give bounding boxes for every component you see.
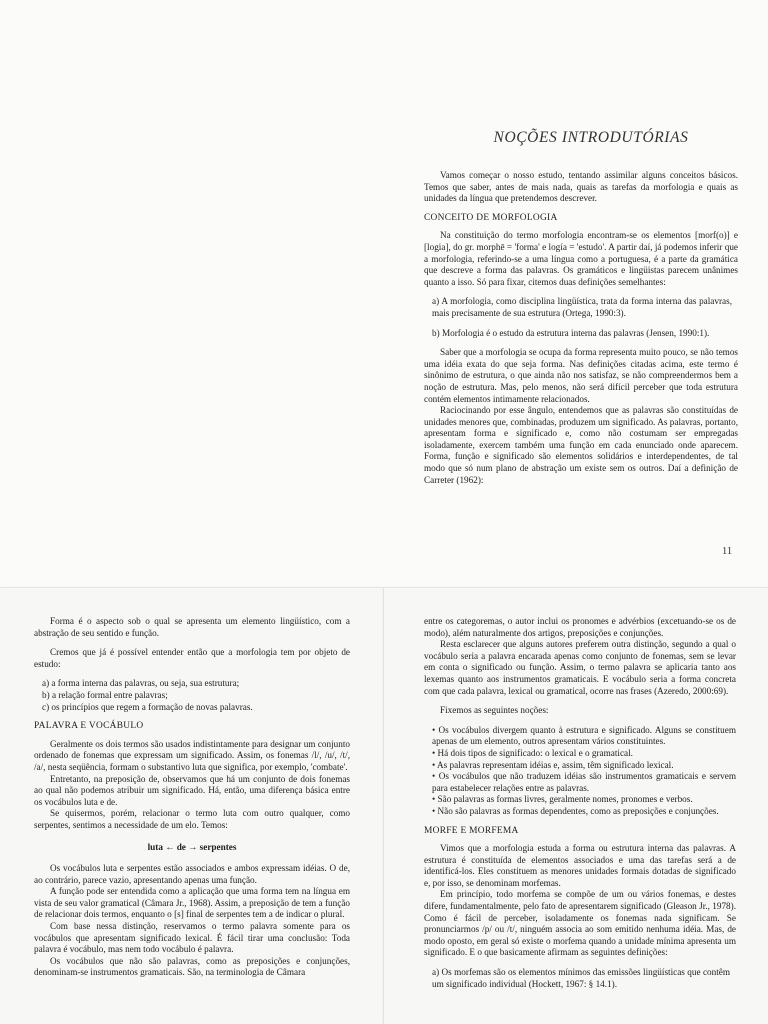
right-text-column [424, 616, 736, 990]
top-text-column [424, 170, 738, 486]
paragraph: entre os categoremas, o autor inclui os pronomes e advérbios (excetuando-se os de modo), além naturalmente dos artigos, preposições e conjunções. [424, 616, 736, 638]
paragraph: Raciocinando por esse ângulo, entendemos que as palavras são constituídas de unidades menores que, combinadas, produzem um significado. As palavras, portanto, apresentam forma e significado e, como não costumam ser empregadas isoladamente, exercem também uma função em cada enunciado onde aparecem. Forma, função e significado são elementos solidários e interdependentes, de tal modo que só num plano de abstração um existe sem os outros. Daí a definição de Carreter (1962): [424, 405, 738, 485]
list-item: • São palavras as formas livres, geralmente nomes, pronomes e verbos. [432, 794, 693, 805]
definition-quote: Forma é o aspecto sob o qual se apresenta um elemento lingüístico, com a abstração de seu sentido e função. [34, 616, 350, 638]
paragraph: Em princípio, todo morfema se compõe de um ou vários fonemas, e destes difere, fundamentalmente, pelo fato de apresentarem significado (Gleason Jr., 1978). Como é fácil de perceber, isoladamente os fonemas nada significam. Se pronunciarmos /p/ ou /t/, ninguém associa ao som emitido nenhuma idéia. Mas, de modo oposto, em geral só existe o morfema quando a unidade mínima apresenta um significado. E o que basicamente afirmam as seguintes definições: [424, 889, 736, 958]
paragraph: Os vocábulos que não são palavras, como as preposições e conjunções, denominam-se instrumentos gramaticais. São, na terminologia de Câmara [34, 955, 350, 978]
paragraph: Na constituição do termo morfologia encontram-se os elementos [morf(o)] e [logia], do gr. morphē = 'forma' e logía = 'estudo'. A partir daí, já podemos inferir que a morfologia, referindo-se a uma língua como a portuguesa, é a parte da gramática que descreve a forma das palavras. Os gramáticos e lingüistas parecem unânimes quanto a isso. Só para fixar, citemos duas definições semelhantes: [424, 230, 738, 287]
left-text-column [34, 616, 350, 979]
formula-line: luta ← de → serpentes [147, 841, 237, 852]
notions-list [424, 725, 736, 818]
paragraph: Resta esclarecer que alguns autores preferem outra distinção, segundo a qual o vocábulo seria a palavra encarada apenas como conjunto de fonemas, sem se levar em conta o significado ou função. Assim, o termo palavra se aplicaria tanto aos lexemas quanto aos instrumentos gramaticais. E vocábulo seria a forma concreta com que cada palavra, lexical ou gramatical, ocorre nas frases (Azeredo, 2000:69). [424, 639, 736, 696]
paragraph: Cremos que já é possível entender então que a morfologia tem por objeto de estudo: [34, 647, 350, 669]
paragraph: Com base nessa distinção, reservamos o termo palavra somente para os vocábulos que apresentam significado lexical. É fácil tirar uma conclusão: Toda palavra é vocábulo, mas nem todo vocábulo é palavra. [34, 921, 350, 955]
intro-paragraph: Vamos começar o nosso estudo, tentando assimilar alguns conceitos básicos. Temos que saber, antes de mais nada, quais as tarefas da morfologia e quais as unidades da língua que pretendemos descrever. [424, 170, 738, 204]
list-item: • Não são palavras as formas dependentes, como as preposições e conjunções. [432, 805, 719, 816]
list-item: • Os vocábulos divergem quanto à estrutura e significado. Alguns se constituem apenas de um elemento, outros apresentam vários constituintes. [432, 724, 736, 747]
page-number: 11 [722, 546, 733, 557]
object-list [34, 678, 350, 713]
list-item: c) os princípios que regem a formação de novas palavras. [42, 701, 253, 712]
page-bottom-left [0, 588, 384, 1024]
section-heading-conceito: CONCEITO DE MORFOLOGIA [424, 212, 558, 223]
quote-b: b) Morfologia é o estudo da estrutura interna das palavras (Jensen, 1990:1). [432, 327, 710, 338]
page-bottom-right [384, 588, 768, 1024]
paragraph: Se quisermos, porém, relacionar o termo luta com outro qualquer, como serpentes, sentimos a necessidade de um elo. Temos: [34, 808, 350, 830]
paragraph: Saber que a morfologia se ocupa da forma representa muito pouco, se não temos uma idéia exata do que seja forma. Nas definições citadas acima, este termo é sinônimo de estrutura, o que ainda não nos satisfaz, se não compreendermos bem a noção de estrutura. Mas, pelo menos, não será difícil perceber que toda estrutura contém elementos intimamente relacionados. [424, 347, 738, 404]
quote-hockett: a) Os morfemas são os elementos mínimos das emissões lingüísticas que contêm um significado individual (Hockett, 1967: § 14.1). [432, 967, 730, 989]
list-item: a) a forma interna das palavras, ou seja, sua estrutura; [42, 678, 240, 689]
paragraph: Entretanto, na preposição de, observamos que há um conjunto de dois fonemas ao qual não podemos atribuir um significado. Há, então, uma diferença básica entre os vocábulos luta e de. [34, 773, 350, 807]
paragraph: Os vocábulos luta e serpentes estão associados e ambos expressam idéias. O de, ao contrário, parece vazio, apresentando apenas uma função. [34, 863, 350, 885]
paragraph: Vimos que a morfologia estuda a forma ou estrutura interna das palavras. A estrutura é constituída de elementos associados e uma das tarefas será a de identificá-los. Eles constituem as menores unidades formais dotadas de significado e, por isso, se denominam morfemas. [424, 843, 736, 888]
list-item: b) a relação formal entre palavras; [42, 689, 168, 700]
list-item: • Há dois tipos de significado: o lexical e o gramatical. [432, 747, 633, 758]
list-item: • Os vocábulos que não traduzem idéias são instrumentos gramaticais e servem para estabelecer relações entre as palavras. [432, 771, 736, 793]
paragraph: Fixemos as seguintes noções: [440, 705, 549, 716]
paragraph: Geralmente os dois termos são usados indistintamente para designar um conjunto ordenado de fonemas que expressam um significado. Assim, os fonemas /l/, /u/, /t/, /a/, nesta seqüência, formam o substantivo luta que significa, por exemplo, 'combate'. [34, 738, 350, 772]
quote-a: a) A morfologia, como disciplina lingüística, trata da forma interna das palavras, mais precisamente de sua estrutura (Ortega, 1990:3). [432, 296, 732, 318]
section-heading-morfe: MORFE E MORFEMA [424, 825, 519, 836]
section-heading-palavra: PALAVRA E VOCÁBULO [34, 721, 144, 732]
list-item: • As palavras representam idéias e, assim, têm significado lexical. [432, 759, 674, 770]
paragraph: A função pode ser entendida como a aplicação que uma forma tem na língua em vista de seu valor gramatical (Câmara Jr., 1968). Assim, a preposição de tem a função de relacionar dois termos, enquanto o [s] final de serpentes tem a de indicar o plural. [34, 886, 350, 920]
chapter-title: NOÇÕES INTRODUTÓRIAS [493, 129, 689, 146]
